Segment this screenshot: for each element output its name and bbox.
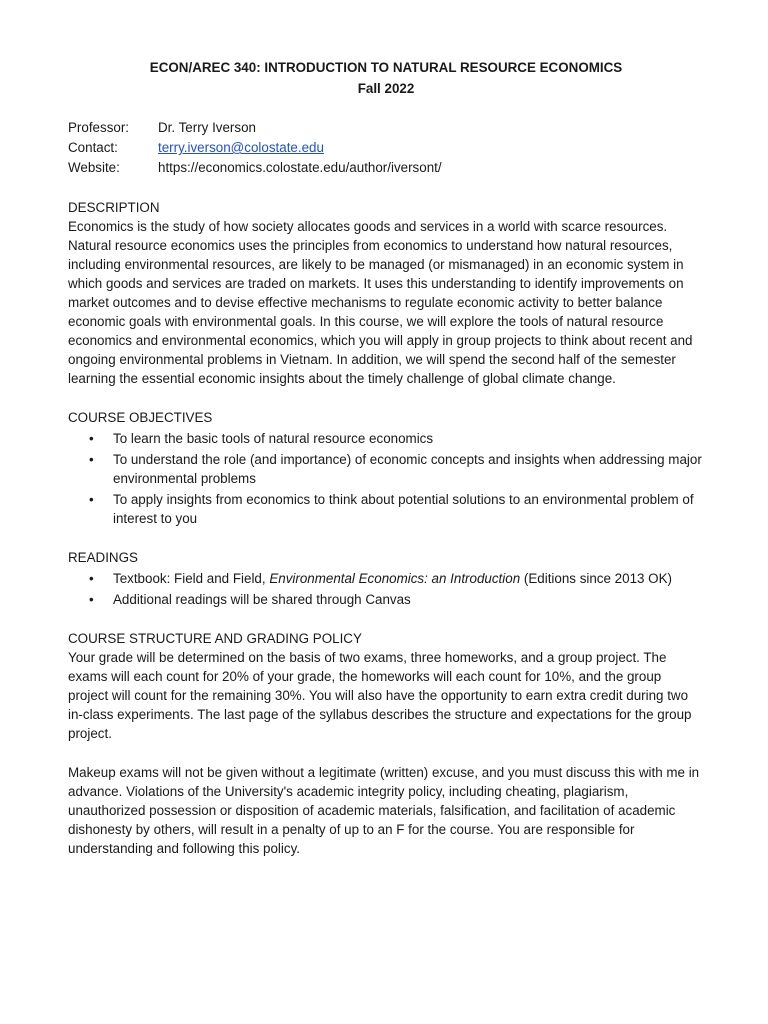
objective-text: To apply insights from economics to think about potential solutions to an environmental problem of interest to you: [113, 492, 694, 526]
bullet-icon: •: [89, 452, 94, 467]
contact-email-link[interactable]: terry.iverson@colostate.edu: [158, 140, 324, 155]
readings-heading: READINGS: [68, 550, 138, 565]
course-term: Fall 2022: [357, 81, 415, 96]
description-text: Economics is the study of how society allocates goods and services in a world with scarce resources. Natural resource economics uses the principles from economics to understand how natural resources, including environmental resources, are likely to be managed (or mismanaged) in an economic system in which goods and services are traded on markets. It uses this understanding to identify improvements on market outcomes and to devise effective mechanisms to regulate economic activity to better balance economic goals with environmental goals. In this course, we will explore the tools of natural resource economics and environmental economics, which you will apply in group projects to think about recent and ongoing environmental problems in Vietnam. In addition, we will spend the second half of the semester learning the essential economic insights about the timely challenge of global climate change.: [68, 219, 693, 386]
description-section: [68, 198, 704, 388]
objective-text: To learn the basic tools of natural resource economics: [113, 431, 434, 446]
professor-name: Dr. Terry Iverson: [158, 120, 256, 135]
list-item: [68, 490, 704, 528]
readings-list: [68, 569, 704, 609]
professor-label: Professor:: [68, 120, 130, 135]
grading-paragraph: Your grade will be determined on the basis of two exams, three homeworks, and a group project. The exams will each count for 20% of your grade, the homeworks will each count for 10%, and the group project will count for the remaining 30%. You will also have the opportunity to earn extra credit during two in-class experiments. The last page of the syllabus describes the structure and expectations for the group project.: [68, 650, 692, 741]
list-item: [68, 429, 704, 448]
objectives-heading: COURSE OBJECTIVES: [68, 410, 213, 425]
website-url: https://economics.colostate.edu/author/iversont/: [158, 160, 442, 175]
bullet-icon: •: [89, 592, 94, 607]
textbook-title: Environmental Economics: an Introduction: [269, 571, 521, 586]
bullet-icon: •: [89, 492, 94, 507]
grading-heading: COURSE STRUCTURE AND GRADING POLICY: [68, 631, 362, 646]
integrity-paragraph: Makeup exams will not be given without a legitimate (written) excuse, and you must discuss this with me in advance. Violations of the University's academic integrity policy, including cheating, plagiarism, unauthorized possession or disposition of academic materials, falsification, and facilitation of academic dishonesty by others, will result in a penalty of up to an F for the course. You are responsible for understanding and following this policy.: [68, 765, 700, 856]
course-title: ECON/AREC 340: INTRODUCTION TO NATURAL RESOURCE ECONOMICS: [149, 60, 623, 75]
list-item: [68, 590, 704, 609]
professor-row: [68, 118, 704, 138]
textbook-prefix: Textbook: Field and Field,: [113, 571, 270, 586]
bullet-icon: •: [89, 431, 94, 446]
objective-text: To understand the role (and importance) of economic concepts and insights when addressing major environmental problems: [113, 452, 702, 486]
list-item: [68, 569, 704, 588]
objectives-list: [68, 429, 704, 528]
textbook-suffix: (Editions since 2013 OK): [520, 571, 672, 586]
objectives-section: [68, 408, 704, 528]
readings-section: [68, 548, 704, 609]
list-item: [68, 450, 704, 488]
website-label: Website:: [68, 160, 120, 175]
instructor-info: [68, 118, 704, 178]
description-heading: DESCRIPTION: [68, 200, 160, 215]
grading-section: [68, 629, 704, 858]
contact-row: [68, 138, 704, 158]
website-row: [68, 158, 704, 178]
bullet-icon: •: [89, 571, 94, 586]
additional-readings: Additional readings will be shared through Canvas: [113, 592, 411, 607]
contact-label: Contact:: [68, 140, 118, 155]
